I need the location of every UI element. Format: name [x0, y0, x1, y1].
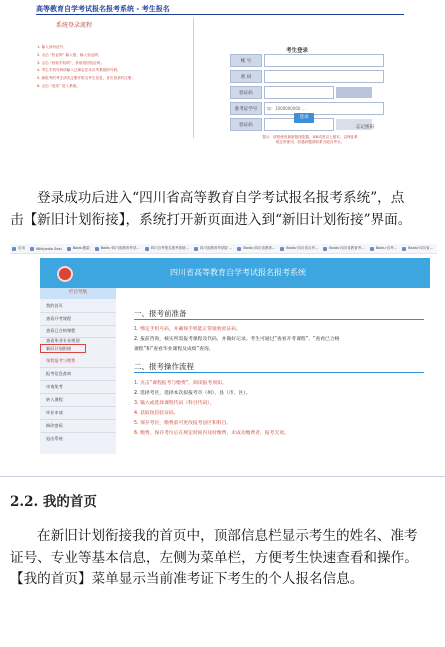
- account-row: [230, 54, 406, 68]
- sidebar-item-passed-courses[interactable]: 查看已合格课程: [46, 328, 76, 333]
- captcha-input[interactable]: [264, 86, 334, 99]
- bookmark-icon: [280, 247, 284, 251]
- exam-number-label: 准考证学号: [230, 102, 262, 115]
- panel-divider: [193, 18, 194, 138]
- system-title: 四川省高等教育自学考试报名报考系统: [170, 268, 306, 277]
- bookmark[interactable]: Baidu·四川省自考...: [280, 246, 318, 251]
- login-step: 6. 点击 “登录” 进入系统。: [37, 83, 80, 88]
- section-rule: [134, 319, 424, 320]
- prep-line: 1. 绑定手机号码，并确保手机能正常接收验证码。: [134, 327, 241, 332]
- section-heading: 二、报考操作流程: [134, 362, 194, 371]
- flow-line: 3. 输入或选择课程代码（科目代码）。: [134, 401, 215, 406]
- sidebar-separator: [40, 367, 116, 368]
- bookmark[interactable]: Baidu搜索: [67, 246, 90, 251]
- flow-line: 6. 缴费，保存考位后在规定时间内及时缴费，未成功缴费者，报考无效。: [134, 431, 289, 436]
- sms-code-label: 验证码: [230, 118, 262, 131]
- exam-number-row: [230, 102, 406, 116]
- paragraph-line: 击【新旧计划衔接】，系统打开新页面进入到“新旧计划衔接”界面。: [10, 211, 412, 228]
- sidebar-separator: [40, 419, 116, 420]
- sidebar-item-graduation-plan[interactable]: 查看毕业专业规划: [46, 338, 80, 343]
- prep-line: 课程”和“查看毕业课程及成绩”查询。: [134, 347, 214, 352]
- system-banner-title: 高等教育自学考试报名报考系统 - 考生报名: [36, 5, 170, 13]
- flow-line: 1. 点击“课程报考与缴费”，阅读报考须知。: [134, 381, 227, 386]
- bookmark-icon: [194, 247, 198, 251]
- password-label: 密 码: [230, 70, 262, 83]
- sidebar-item-home[interactable]: 我的首页: [46, 303, 63, 308]
- flow-line: 4. 获取短信验证码。: [134, 411, 179, 416]
- login-title: 考生登录: [286, 48, 309, 54]
- bookmark[interactable]: Baidu·四川省教育...: [237, 246, 275, 251]
- captcha-row: [230, 86, 406, 100]
- captcha-label: 验证码: [230, 86, 262, 99]
- login-step: 3. 点击 “获取手机码”，获取短信验证码。: [37, 60, 104, 65]
- sidebar-item-open-courses[interactable]: 查看开考课程: [46, 316, 72, 321]
- prep-line: 2. 报前咨询，核实所需报考课程及代码，并做好记录。考生可通过“查看开考课程”、“查看已合格: [134, 337, 340, 342]
- sidebar-separator: [40, 312, 116, 313]
- bookmark-icon: [95, 247, 99, 251]
- sms-code-row: [230, 118, 406, 132]
- paragraph-line: 证号、专业等基本信息，左侧为菜单栏，方便考生快速查看和操作。: [10, 549, 418, 566]
- sidebar-heading: 栏目导航: [40, 288, 116, 299]
- exam-number-input[interactable]: 如：1000000000 …: [264, 102, 384, 115]
- bookmark[interactable]: Wikipedia Seal: [30, 247, 62, 251]
- bookmark-icon: [145, 247, 149, 251]
- banner-rule: [36, 14, 404, 15]
- account-label: 帐 号: [230, 54, 262, 67]
- main-content: [120, 288, 430, 454]
- intro-paragraph: [10, 188, 438, 231]
- login-button[interactable]: 登录: [294, 113, 314, 123]
- apps-icon: [12, 247, 16, 251]
- login-step: 2. 点击 “验证码” 输入框，输入验证码；: [37, 52, 102, 57]
- sidebar: [40, 288, 116, 454]
- account-input[interactable]: [264, 54, 384, 67]
- sidebar-item-registration-query[interactable]: 报考信息查询: [46, 371, 72, 376]
- bookmark-icon: [323, 247, 327, 251]
- sidebar-item-exemption[interactable]: 申请免考: [46, 384, 63, 389]
- bookmark[interactable]: Baidu·四川省教育考试...: [95, 246, 140, 251]
- password-row: [230, 70, 406, 84]
- bookmark[interactable]: 应用: [12, 246, 25, 251]
- bookmark-icon: [370, 247, 374, 251]
- sidebar-item-registration[interactable]: 课程报考与缴费: [46, 358, 76, 363]
- bookmark[interactable]: Baidu·四川省教育考...: [323, 246, 364, 251]
- sidebar-separator: [40, 432, 116, 433]
- bookmarks-bar: [10, 244, 437, 254]
- login-notice: 提示：请您使用最新版浏览器，IE8或者以上版本，以保证系统正常使用，如遇问题请联系当地自考办。: [262, 135, 358, 145]
- sidebar-separator: [40, 380, 116, 381]
- bookmark[interactable]: Baidu·自考...: [370, 246, 397, 251]
- sidebar-item-change-password[interactable]: 修改密码: [46, 423, 63, 428]
- emblem-logo: [57, 266, 73, 282]
- paragraph-line: 登录成功后进入“四川省高等教育自学考试报名报考系统”，点: [37, 190, 405, 206]
- bookmark-icon: [402, 247, 406, 251]
- bookmark-icon: [30, 247, 34, 251]
- login-form: [230, 54, 406, 134]
- sidebar-item-graduation[interactable]: 毕业申请: [46, 410, 63, 415]
- system-screenshot: [10, 244, 437, 462]
- home-paragraph: [10, 526, 438, 591]
- section-rule: [134, 372, 424, 373]
- login-flow-heading: 系统登录流程: [56, 22, 93, 29]
- captcha-image[interactable]: [336, 87, 372, 98]
- forgot-password-link[interactable]: 忘记密码: [356, 125, 374, 130]
- flow-line: 2. 选择考区，选择本次拟报考市（州）、县（市、区）。: [134, 391, 251, 396]
- sidebar-item-logout[interactable]: 退出系统: [46, 436, 63, 441]
- flow-line: 5. 保存考位，缴费前可更改报考县区和科目。: [134, 421, 232, 426]
- bookmark-icon: [67, 247, 71, 251]
- sidebar-separator: [40, 393, 116, 394]
- password-input[interactable]: [264, 70, 384, 83]
- paragraph-line: 在新旧计划衔接我的首页中，顶部信息栏显示考生的姓名、准考: [37, 528, 418, 544]
- login-screenshot: [0, 0, 445, 160]
- login-step: 5. 新报考的考生请先注册并报名考生信息，首次登录时注册；: [37, 76, 136, 81]
- login-steps: [37, 44, 187, 91]
- section-heading: 一、报考前准备: [134, 309, 187, 318]
- bookmark[interactable]: 四川自考报名报考系统...: [145, 246, 189, 251]
- sidebar-item-transfer-courses[interactable]: 转入课程: [46, 397, 63, 402]
- bookmark[interactable]: 四川省教育考试院 ...: [194, 246, 232, 251]
- sidebar-separator: [40, 325, 116, 326]
- login-step: 4. 考生手机号码请输入已绑定在本自考系统的号码。: [37, 68, 121, 73]
- login-step: 1. 输入身份证号；: [37, 45, 67, 49]
- sidebar-separator: [40, 406, 116, 407]
- bookmark-icon: [237, 247, 241, 251]
- section-heading: 2.2. 我的首页: [10, 494, 97, 510]
- bookmark[interactable]: Baidu·四川省...: [402, 246, 433, 251]
- paragraph-line: 【我的首页】菜单显示当前准考证下考生的个人报名信息。: [10, 571, 364, 587]
- sidebar-item-plan-transition[interactable]: 新旧计划衔接: [46, 346, 72, 351]
- section-divider: [0, 476, 445, 477]
